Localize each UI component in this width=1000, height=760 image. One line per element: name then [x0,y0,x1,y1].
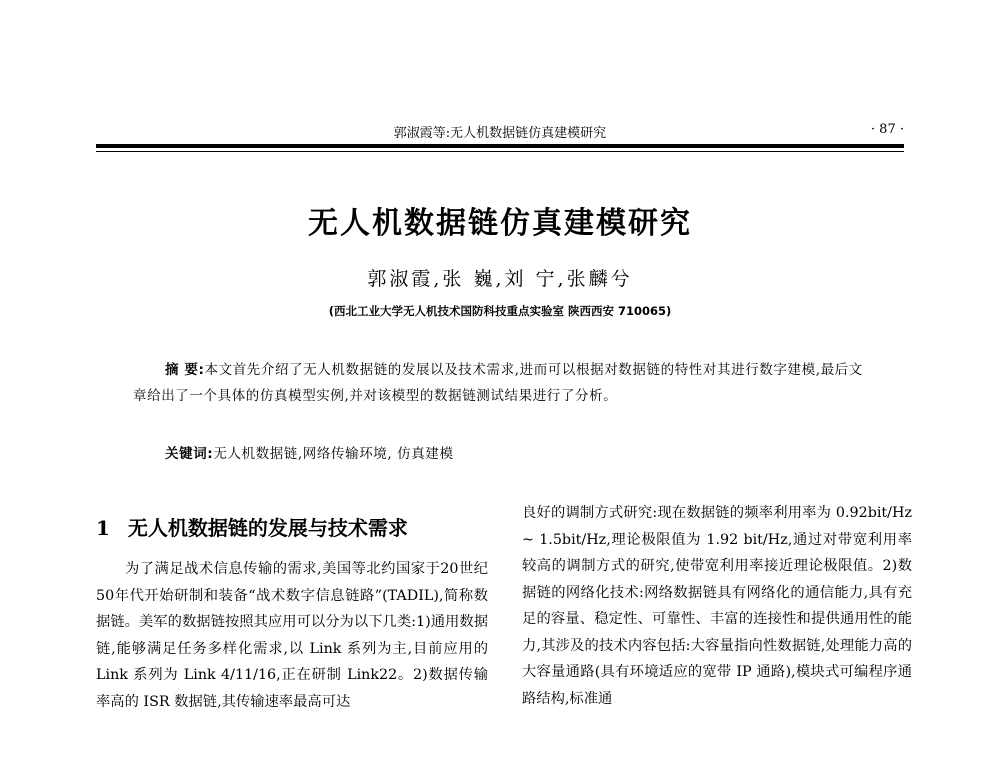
keywords [165,441,875,467]
running-head-title: 郭淑霞等:无人机数据链仿真建模研究 [393,126,607,141]
abstract [133,357,875,409]
keywords-text: 无人机数据链,网络传输环境, 仿真建模 [213,446,454,462]
page-number: · 87 · [870,122,904,137]
section-title: 无人机数据链的发展与技术需求 [127,516,408,540]
section-heading [96,512,496,541]
body-right-column: 良好的调制方式研究:现在数据链的频率利用率为 0.92bit/Hz ~ 1.5bit/Hz,理论极限值为 1.92 bit/Hz,通过对带宽利用率较高的调制方式的研究,使带宽利用率接近理论极限值。2)数据链的网络化技术:网络数据链具有网络化的通信能力,具有充足的容量、稳定性、可靠性、丰富的连接性和提供通用性的能力,其涉及的技术内容包括:大容量指向性数据链,处理能力高的大容量通路(具有环境适应的宽带 IP 通路),模块式可编程序通路结构,标准通 [522,505,912,707]
running-head [96,118,904,144]
header-rule-thick [96,144,904,148]
affiliation: (西北工业大学无人机技术国防科技重点实验室 陕西西安 710065) [328,304,672,318]
header-rule-thin [96,151,904,152]
section-number: 1 [96,516,110,540]
keywords-label: 关键词: [165,446,214,462]
abstract-text: 本文首先介绍了无人机数据链的发展以及技术需求,进而可以根据对数据链的特性对其进行数字建模,最后文章给出了一个具体的仿真模型实例,并对该模型的数据链测试结果进行了分析。 [133,362,863,404]
body-left-column: 为了满足战术信息传输的需求,美国等北约国家于20世纪50年代开始研制和装备“战术数字信息链路”(TADIL),简称数据链。美军的数据链按照其应用可以分为以下几类:1)通用数据链,能够满足任务多样化需求,以 Link 系列为主,目前应用的 Link 系列为 Link 4/11/16,正在研制 Link22。2)数据传输率高的 ISR 数据链,其传输速率最高可达 [96,561,488,710]
author-list: 郭淑霞,张 巍,刘 宁,张麟兮 [367,268,633,290]
abstract-label: 摘 要: [165,362,205,378]
paper-title: 无人机数据链仿真建模研究 [308,206,692,241]
